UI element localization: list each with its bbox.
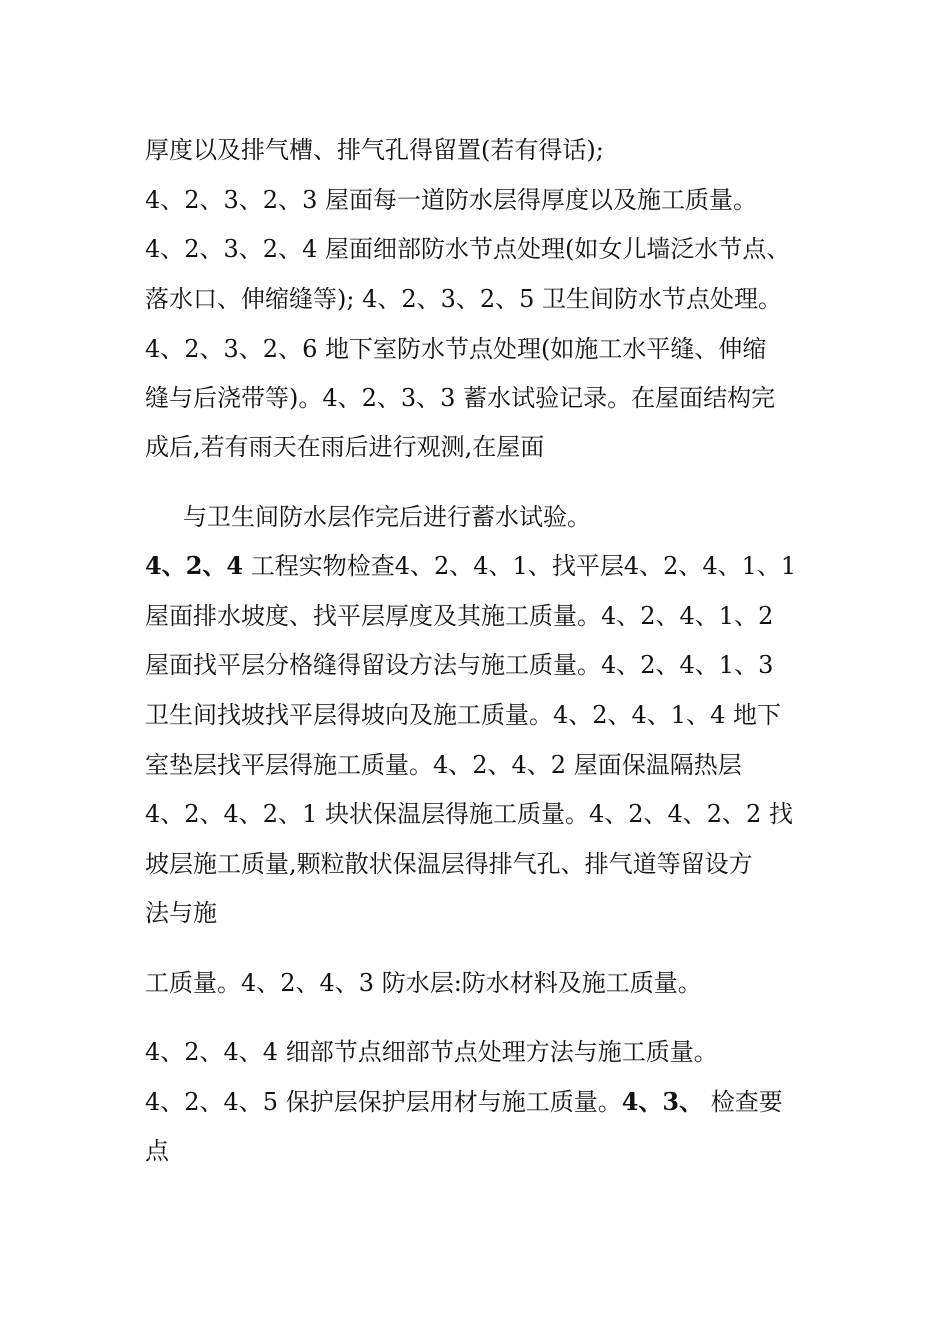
text-line-13: 室垫层找平层得施工质量。4、2、4、2 屋面保温隔热层 [145, 751, 742, 779]
text-line-3: 4、2、3、2、4 屋面细部防水节点处理(如女儿墙泛水节点、 [145, 235, 791, 263]
text-line-7: 成后,若有雨天在雨后进行观测,在屋面 [145, 433, 545, 461]
text-line-2: 4、2、3、2、3 屋面每一道防水层得厚度以及施工质量。 [145, 186, 757, 214]
text-line-17: 工质量。4、2、4、3 防水层:防水材料及施工质量。 [145, 969, 702, 997]
text-line-14: 4、2、4、2、1 块状保温层得施工质量。4、2、4、2、2 找 [145, 800, 793, 828]
section-number: 4、3、 [621, 1087, 704, 1116]
text-line-5: 4、2、3、2、6 地下室防水节点处理(如施工水平缝、伸缩 [145, 335, 767, 363]
text-line-8: 与卫生间防水层作完后进行蓄水试验。 [183, 503, 591, 531]
text-line-20: 点 [145, 1137, 169, 1165]
text-line-4: 落水口、伸缩缝等); 4、2、3、2、5 卫生间防水节点处理。 [145, 285, 783, 313]
text-line-9: 4、2、4 工程实物检查4、2、4、1、找平层4、2、4、1、1 [145, 551, 797, 580]
text-line-11: 屋面找平层分格缝得留设方法与施工质量。4、2、4、1、3 [145, 651, 774, 679]
text-line-6: 缝与后浇带等)。4、2、3、3 蓄水试验记录。在屋面结构完 [145, 384, 776, 412]
text-line-10: 屋面排水坡度、找平层厚度及其施工质量。4、2、4、1、2 [145, 602, 774, 630]
text-line-15: 坡层施工质量,颗粒散状保温层得排气孔、排气道等留设方 [145, 850, 753, 878]
text-line-19: 4、2、4、5 保护层保护层用材与施工质量。4、3、 检查要 [145, 1087, 783, 1116]
text-line-1: 厚度以及排气槽、排气孔得留置(若有得话); [145, 136, 604, 164]
text-line-18: 4、2、4、4 细部节点细部节点处理方法与施工质量。 [145, 1038, 718, 1066]
text-line-12: 卫生间找坡找平层得坡向及施工质量。4、2、4、1、4 地下 [145, 701, 781, 729]
section-number: 4、2、4 [145, 551, 244, 580]
text-line-16: 法与施 [145, 899, 217, 927]
